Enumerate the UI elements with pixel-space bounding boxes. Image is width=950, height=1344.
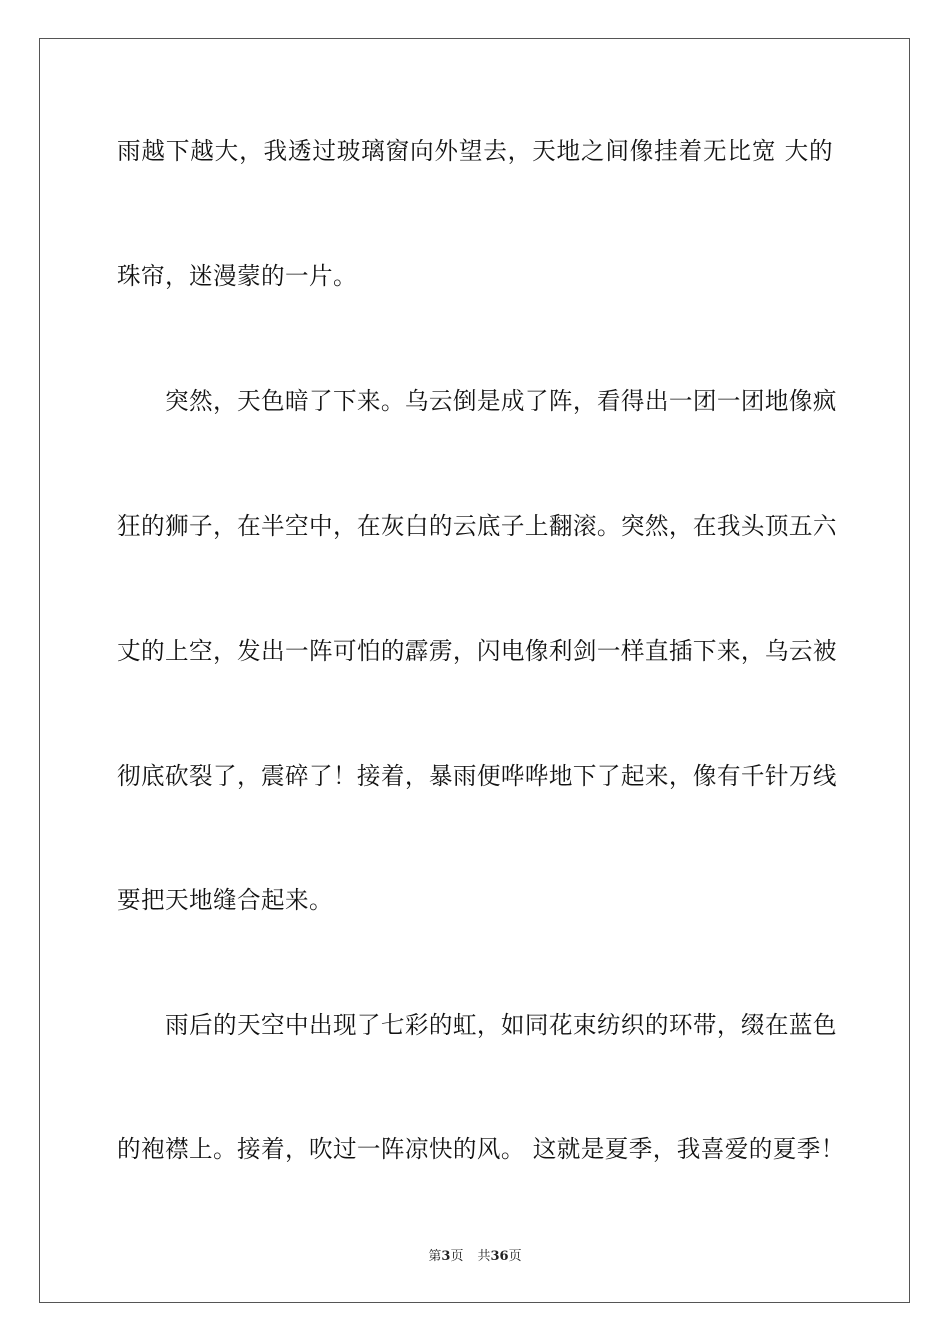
page-number: 3 [441,1249,451,1264]
text-line-4: 狂的狮子，在半空中，在灰白的云底子上翻滚。突然，在我头顶五六 [117,512,837,540]
text-line-6: 彻底砍裂了，震碎了！接着，暴雨便哗哗地下了起来，像有千针万线 [117,762,837,790]
text-line-3: 突然，天色暗了下来。乌云倒是成了阵，看得出一团一团地像疯 [117,387,837,415]
text-line-8: 雨后的天空中出现了七彩的虹，如同花束纺织的环带，缀在蓝色 [117,1011,837,1039]
total-suffix: 页 [508,1249,522,1264]
text-line-5: 丈的上空，发出一阵可怕的霹雳，闪电像利剑一样直插下来，乌云被 [117,637,837,665]
page-footer [0,1248,950,1266]
text-line-1: 雨越下越大，我透过玻璃窗向外望去，天地之间像挂着无比宽 大的 [117,137,833,165]
page-border [39,38,910,1303]
page-suffix: 页 [450,1249,464,1264]
total-pages: 36 [490,1249,509,1264]
text-line-7: 要把天地缝合起来。 [117,886,333,914]
text-line-9: 的袍襟上。接着，吹过一阵凉快的风。 这就是夏季，我喜爱的夏季！ [117,1135,845,1163]
page-prefix: 第 [428,1249,442,1264]
text-line-2: 珠帘，迷漫蒙的一片。 [117,262,357,290]
total-prefix: 共 [477,1249,491,1264]
